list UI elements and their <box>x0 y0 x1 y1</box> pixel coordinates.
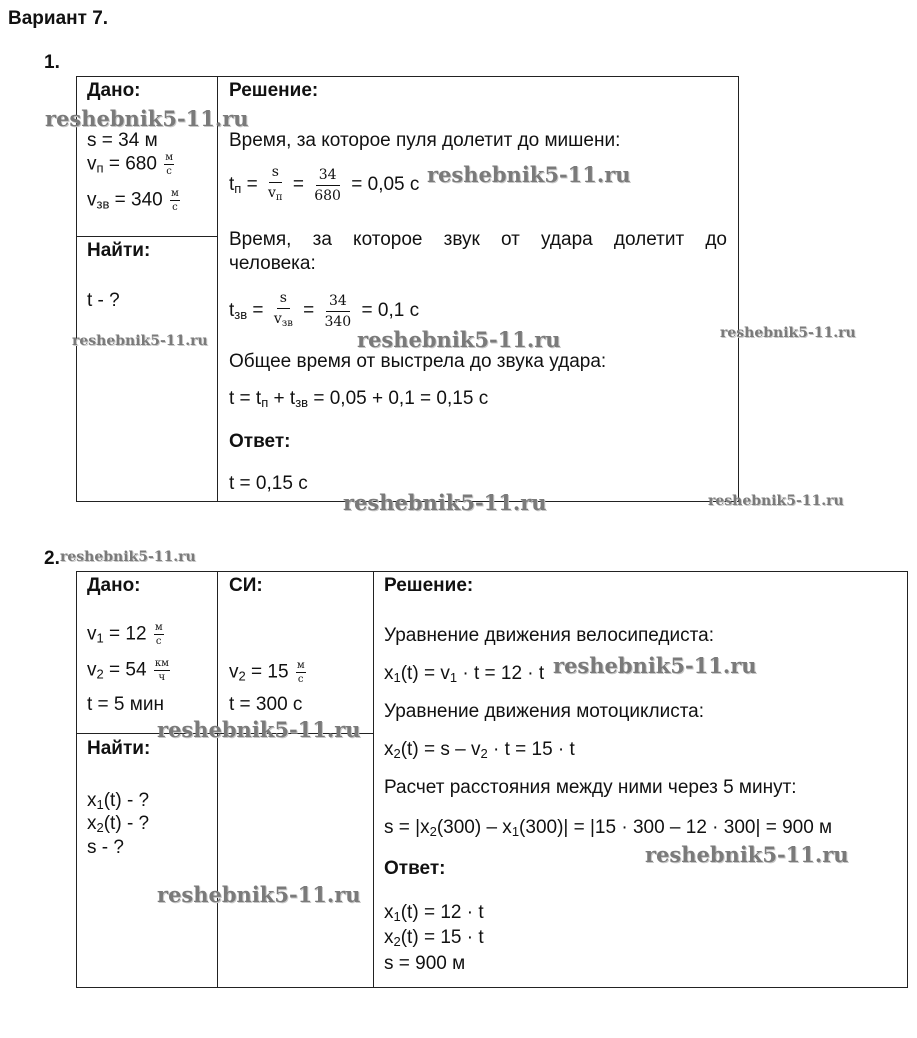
solution-text: Время, за которое звук от удара долетит до <box>229 229 727 250</box>
solution-header: Решение: <box>229 80 319 101</box>
watermark: reshebnik5-11.ru <box>645 842 849 867</box>
given-header: Дано: <box>87 575 141 596</box>
watermark: reshebnik5-11.ru <box>72 333 208 349</box>
find-header: Найти: <box>87 738 151 759</box>
solution-text: Уравнение движения велосипедиста: <box>384 625 714 646</box>
solution-header: Решение: <box>384 575 474 596</box>
answer-header: Ответ: <box>229 431 291 452</box>
equation-cyclist: $x_1(t) = v_1 \cdot t = 12 \cdot t$ <box>384 663 545 685</box>
answer-line: s = 900 м <box>384 953 466 974</box>
solution-text: человека: <box>229 253 316 274</box>
watermark: reshebnik5-11.ru <box>708 493 844 509</box>
equation-motorcyclist: $x_2(t) = s - v_2 \cdot t = 15 \cdot t$ <box>384 739 575 761</box>
watermark: reshebnik5-11.ru <box>553 653 757 678</box>
watermark: reshebnik5-11.ru <box>720 325 856 341</box>
given-header: Дано: <box>87 80 141 101</box>
answer-line: $x_1(t) = 12 \cdot t$ <box>384 902 484 924</box>
find-line: s - ? <box>87 837 124 858</box>
given-line: $v_1 = 12$ $\frac{м}{с}$ <box>87 622 163 647</box>
watermark: reshebnik5-11.ru <box>343 490 547 515</box>
si-header: СИ: <box>229 575 263 596</box>
answer-line: $x_2(t) = 15 \cdot t$ <box>384 927 484 949</box>
find-line: $x_1(t)$ - ? <box>87 790 150 812</box>
find-header: Найти: <box>87 240 151 261</box>
answer-header: Ответ: <box>384 858 446 879</box>
given-line: s = 34 м <box>87 130 158 151</box>
si-line: $v_2 = 15$ $\frac{м}{с}$ <box>229 660 305 685</box>
formula-total: $t = t_п + t_{зв} = 0,05 + 0,1 = 0,15$ с <box>229 388 489 410</box>
problem-2-divider <box>217 571 218 988</box>
solution-text: Время, за которое пуля долетит до мишени: <box>229 130 621 151</box>
watermark: reshebnik5-11.ru <box>357 327 561 352</box>
watermark: reshebnik5-11.ru <box>157 882 361 907</box>
page-title: Вариант 7. <box>8 8 109 29</box>
answer-text: t = 0,15 с <box>229 473 308 494</box>
solution-text: Расчет расстояния между ними через 5 минут: <box>384 777 797 798</box>
si-line: t = 300 с <box>229 694 303 715</box>
given-line: t = 5 мин <box>87 694 164 715</box>
given-line: $v_п = 680$ $\frac{м}{с}$ <box>87 152 173 177</box>
problem-1-number: 1. <box>44 52 60 73</box>
formula-time-sound: $t_{зв}$ = $\frac{s}{v_{зв}}$ = $\frac{34}{340}$ = 0,1 с <box>229 290 420 330</box>
watermark: reshebnik5-11.ru <box>427 162 631 187</box>
watermark: reshebnik5-11.ru <box>60 549 196 565</box>
formula-time-bullet: $t_п$ = $\frac{s}{v_п}$ = $\frac{34}{680}$ = 0,05 с <box>229 164 420 204</box>
solution-text: Общее время от выстрела до звука удара: <box>229 351 607 372</box>
problem-1-given-divider <box>76 236 218 237</box>
equation-distance: $s = |x_2(300) - x_1(300)| = |15 \cdot 300 - 12 \cdot 300| = 900$ м <box>384 817 833 839</box>
find-line: $x_2(t)$ - ? <box>87 813 150 835</box>
solution-text: Уравнение движения мотоциклиста: <box>384 701 705 722</box>
given-line: $v_{зв} = 340$ $\frac{м}{с}$ <box>87 188 179 213</box>
problem-2-number: 2. <box>44 548 60 569</box>
find-line: t - ? <box>87 290 120 311</box>
problem-2-divider <box>373 571 374 988</box>
watermark: reshebnik5-11.ru <box>157 717 361 742</box>
problem-1-divider <box>217 76 218 502</box>
watermark: reshebnik5-11.ru <box>45 106 249 131</box>
given-line: $v_2 = 54$ $\frac{км}{ч}$ <box>87 658 169 683</box>
